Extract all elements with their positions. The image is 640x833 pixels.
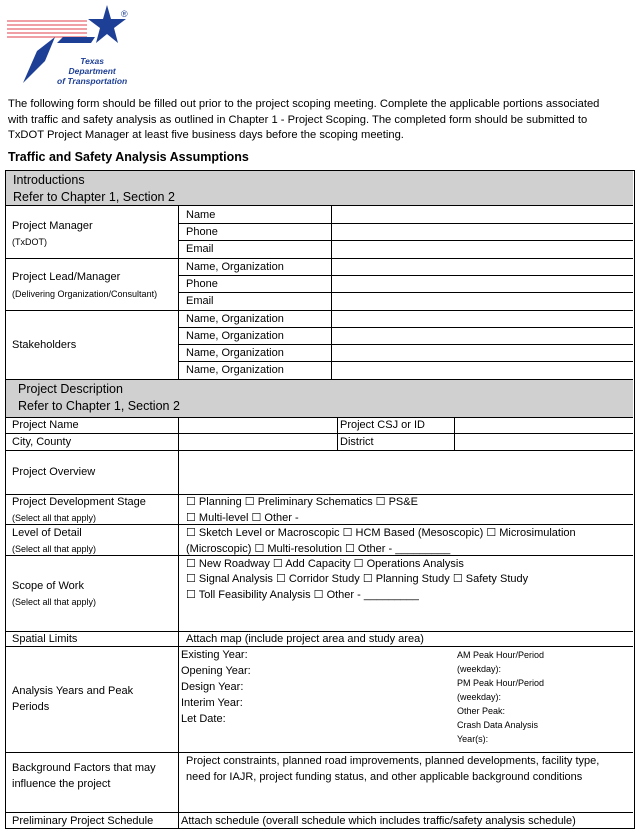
am-peak-label: AM Peak Hour/Period (457, 650, 545, 660)
traffic-safety-form (5, 170, 635, 829)
existing-year-label: Existing Year: (181, 649, 248, 661)
pm-phone-label: Phone (186, 226, 218, 238)
pm-peak-label: PM Peak Hour/Period (457, 678, 545, 688)
city-county-label: City, County (12, 436, 72, 448)
level-of-detail-label: Level of Detail (12, 527, 82, 539)
pm-email-label: Email (186, 243, 214, 255)
introductions-title: Introductions (13, 173, 85, 187)
project-csj-label: Project CSJ or ID (340, 419, 425, 431)
project-name-label: Project Name (12, 419, 79, 431)
scope-of-work-sub: (Select all that apply) (12, 597, 97, 607)
analysis-years-label-2: Periods (12, 701, 50, 713)
pl-name-label: Name, Organization (186, 261, 284, 273)
schedule-label: Preliminary Project Schedule (12, 815, 154, 827)
background-label-1: Background Factors that may (12, 762, 156, 774)
scope-of-work-label: Scope of Work (12, 580, 84, 592)
stakeholders-label: Stakeholders (12, 339, 77, 351)
background-text-2: need for IAJR, project funding status, and other applicable background conditions (186, 771, 583, 783)
let-date-label: Let Date: (181, 713, 226, 725)
dev-stage-options-2[interactable]: ☐ Multi-level ☐ Other - (186, 512, 299, 524)
dev-stage-options-1[interactable]: ☐ Planning ☐ Preliminary Schematics ☐ PS&E (186, 496, 418, 508)
stakeholder-field-1: Name, Organization (186, 313, 284, 325)
background-label-2: influence the project (12, 778, 111, 790)
stakeholder-field-3: Name, Organization (186, 347, 284, 359)
project-description-ref: Refer to Chapter 1, Section 2 (18, 399, 180, 413)
stakeholder-field-2: Name, Organization (186, 330, 284, 342)
spatial-limits-text: Attach map (include project area and study area) (186, 633, 424, 645)
stakeholder-field-4: Name, Organization (186, 364, 284, 376)
dev-stage-sub: (Select all that apply) (12, 513, 97, 523)
registered-mark: ® (121, 9, 128, 19)
pl-email-label: Email (186, 295, 214, 307)
dev-stage-label: Project Development Stage (12, 496, 146, 508)
background-text-1: Project constraints, planned road improvements, planned developments, facility type, (186, 755, 600, 767)
introductions-ref: Refer to Chapter 1, Section 2 (13, 190, 175, 204)
scope-options-1[interactable]: ☐ New Roadway ☐ Add Capacity ☐ Operations Analysis (186, 558, 464, 570)
schedule-text: Attach schedule (overall schedule which includes traffic/safety analysis schedule) (181, 815, 576, 827)
level-of-detail-options-1[interactable]: ☐ Sketch Level or Macroscopic ☐ HCM Based (Mesoscopic) ☐ Microsimulation (186, 527, 576, 539)
interim-year-label: Interim Year: (181, 697, 243, 709)
pl-phone-label: Phone (186, 278, 218, 290)
logo-wordmark: Texas Department of Transportation (57, 56, 128, 86)
am-peak-sub: (weekday): (457, 664, 502, 674)
analysis-years-label-1: Analysis Years and Peak (12, 685, 134, 697)
project-lead-sub: (Delivering Organization/Consultant) (12, 289, 158, 299)
intro-paragraph: The following form should be filled out prior to the project scoping meeting. Complete the applicable portions associated with traffic and safety analysis as outlined in Chapter 1 - Project Scoping. The completed form should be submitted to TxDOT Project Manager at least five business days before the scoping meeting. (8, 98, 600, 141)
txdot-logo (7, 3, 135, 85)
pm-name-label: Name (186, 209, 216, 221)
crash-data-label: Crash Data Analysis (457, 720, 539, 730)
level-of-detail-sub: (Select all that apply) (12, 544, 97, 554)
project-description-title: Project Description (18, 382, 123, 396)
project-overview-label: Project Overview (12, 466, 96, 478)
design-year-label: Design Year: (181, 681, 244, 693)
project-manager-sub: (TxDOT) (12, 237, 47, 247)
pm-peak-sub: (weekday): (457, 692, 502, 702)
district-label: District (340, 436, 374, 448)
scope-options-3[interactable]: ☐ Toll Feasibility Analysis ☐ Other - _________ (186, 589, 419, 601)
level-of-detail-options-2[interactable]: (Microscopic) ☐ Multi-resolution ☐ Other - _________ (186, 543, 451, 555)
scope-options-2[interactable]: ☐ Signal Analysis ☐ Corridor Study ☐ Planning Study ☐ Safety Study (186, 573, 529, 585)
spatial-limits-label: Spatial Limits (12, 633, 78, 645)
other-peak-label: Other Peak: (457, 706, 506, 716)
project-lead-label: Project Lead/Manager (12, 271, 121, 283)
form-title: Traffic and Safety Analysis Assumptions (8, 150, 249, 164)
opening-year-label: Opening Year: (181, 665, 251, 677)
project-manager-label: Project Manager (12, 220, 93, 232)
crash-data-sub: Year(s): (457, 734, 489, 744)
